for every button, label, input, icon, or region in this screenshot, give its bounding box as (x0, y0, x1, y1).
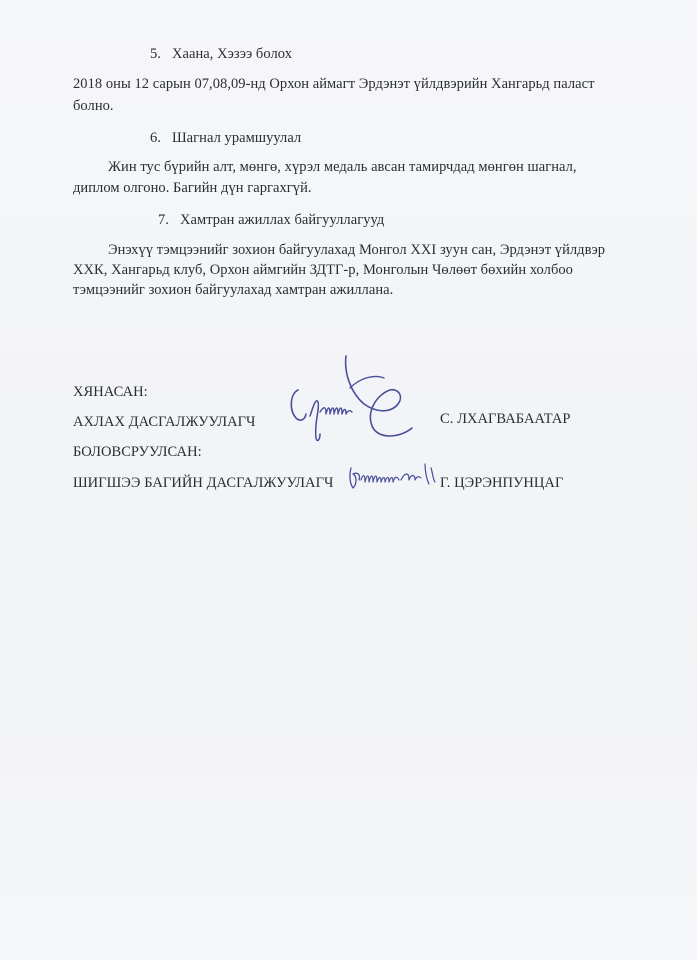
section-number: 7. (158, 212, 169, 228)
paragraph-line: Жин тус бүрийн алт, мөнгө, хүрэл медаль авсан тамирчдад мөнгөн шагнал, (108, 159, 577, 175)
section-number: 6. (150, 130, 161, 146)
prepared-label: БОЛОВСРУУЛСАН: (73, 444, 202, 460)
approver-name: С. ЛХАГВАБААТАР (440, 411, 571, 427)
section-title: Хаана, Хэзээ болох (172, 46, 292, 62)
section-title: Хамтран ажиллах байгууллагууд (180, 212, 385, 228)
preparer-title: ШИГШЭЭ БАГИЙН ДАСГАЛЖУУЛАГЧ (73, 475, 334, 491)
section-number: 5. (150, 46, 161, 62)
paragraph-line: тэмцээнийг зохион байгуулахад хамтран ажиллана. (73, 282, 394, 298)
paragraph-line: ХХК, Хангарьд клуб, Орхон аймгийн ЗДТГ-р, Монголын Чөлөөт бөхийн холбоо (73, 262, 573, 278)
section-6-heading (150, 129, 301, 147)
approver-signature (280, 348, 430, 448)
paragraph-line: 2018 оны 12 сарын 07,08,09-нд Орхон аймагт Эрдэнэт үйлдвэрийн Хангарьд паласт (73, 76, 595, 92)
section-5-heading (150, 45, 292, 63)
preparer-name: Г. ЦЭРЭНПУНЦАГ (440, 475, 564, 491)
section-7-heading (158, 211, 384, 229)
approved-label: ХЯНАСАН: (73, 384, 148, 400)
section-title: Шагнал урамшуулал (172, 130, 302, 146)
paragraph-line: диплом олгоно. Багийн дүн гаргахгүй. (73, 180, 312, 196)
preparer-signature (345, 458, 445, 498)
approver-title: АХЛАХ ДАСГАЛЖУУЛАГЧ (73, 414, 256, 430)
paragraph-line: Энэхүү тэмцээнийг зохион байгуулахад Монгол XXI зуун сан, Эрдэнэт үйлдвэр (108, 242, 606, 258)
paragraph-line: болно. (73, 98, 114, 114)
